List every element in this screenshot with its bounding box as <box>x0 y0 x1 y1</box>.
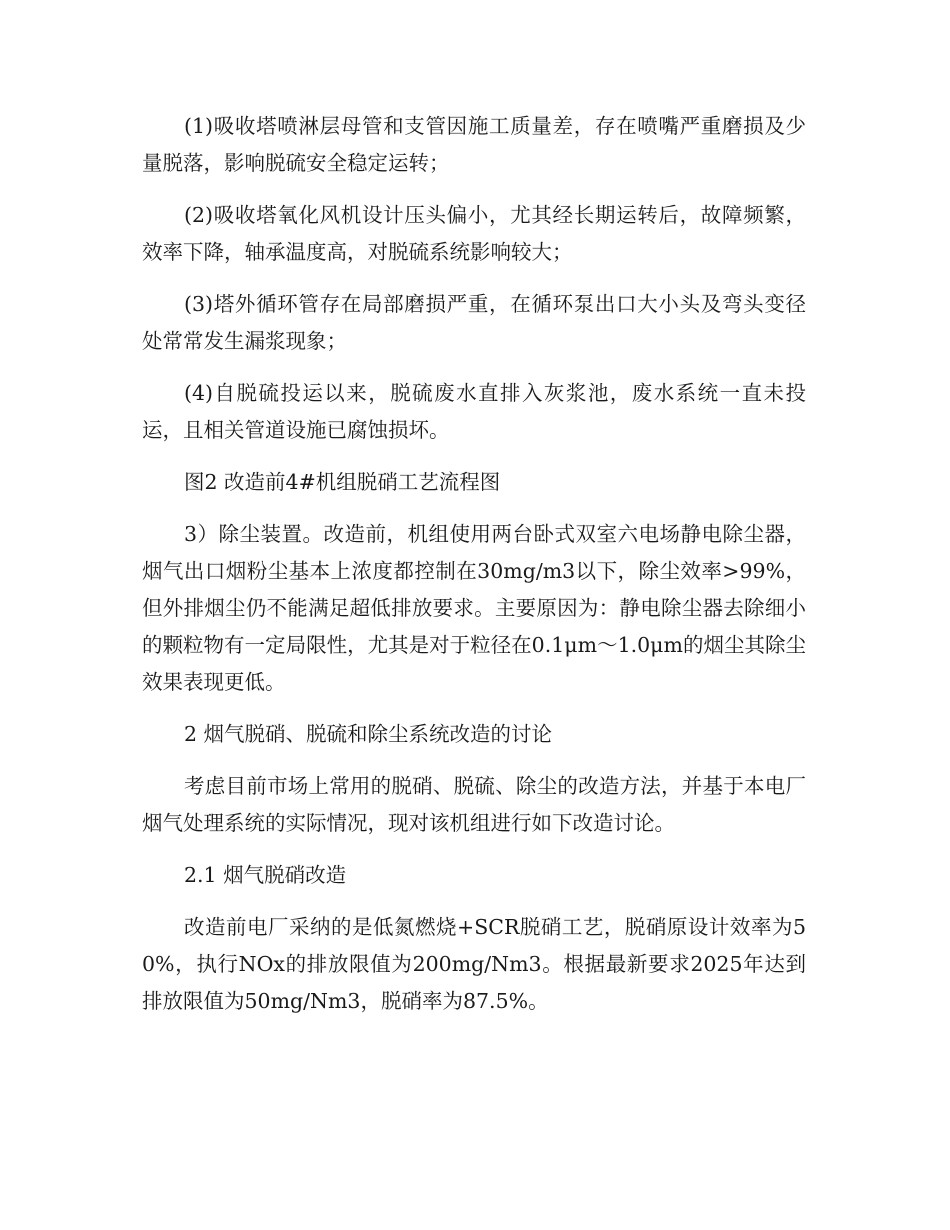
figure-caption: 图2 改造前4#机组脱硝工艺流程图 <box>184 470 501 494</box>
subsection-body-paragraph: 改造前电厂采纳的是低氮燃烧+SCR脱硝工艺，脱硝原设计效率为50%，执行NOx的排放限值为200mg/Nm3。根据最新要求2025年达到排放限值为50mg/Nm3，脱硝率为87.5%。 <box>142 915 806 1013</box>
section-intro-paragraph: 考虑目前市场上常用的脱硝、脱硫、除尘的改造方法，并基于本电厂烟气处理系统的实际情况，现对该机组进行如下改造讨论。 <box>142 774 806 835</box>
subsection-heading: 2.1 烟气脱硝改造 <box>184 863 347 887</box>
dust-removal-paragraph: 3）除尘装置。改造前，机组使用两台卧式双室六电场静电除尘器，烟气出口烟粉尘基本上浓度都控制在30mg/m3以下，除尘效率>99%，但外排烟尘仍不能满足超低排放要求。主要原因为：静电除尘器去除细小的颗粒物有一定局限性，尤其是对于粒径在0.1μm～1.0μm的烟尘其除尘效果表现更低。 <box>142 522 806 694</box>
issue-paragraph-1: (1)吸收塔喷淋层母管和支管因施工质量差，存在喷嘴严重磨损及少量脱落，影响脱硫安全稳定运转； <box>142 114 806 175</box>
issue-paragraph-4: (4)自脱硫投运以来，脱硫废水直排入灰浆池，废水系统一直未投运，且相关管道设施已腐蚀损坏。 <box>142 381 806 442</box>
issue-paragraph-2: (2)吸收塔氧化风机设计压头偏小，尤其经长期运转后，故障频繁，效率下降，轴承温度高，对脱硫系统影响较大； <box>142 203 806 264</box>
issue-paragraph-3: (3)塔外循环管存在局部磨损严重，在循环泵出口大小头及弯头变径处常常发生漏浆现象； <box>142 292 806 353</box>
section-heading: 2 烟气脱硝、脱硫和除尘系统改造的讨论 <box>184 722 553 746</box>
document-body <box>142 108 806 1035</box>
